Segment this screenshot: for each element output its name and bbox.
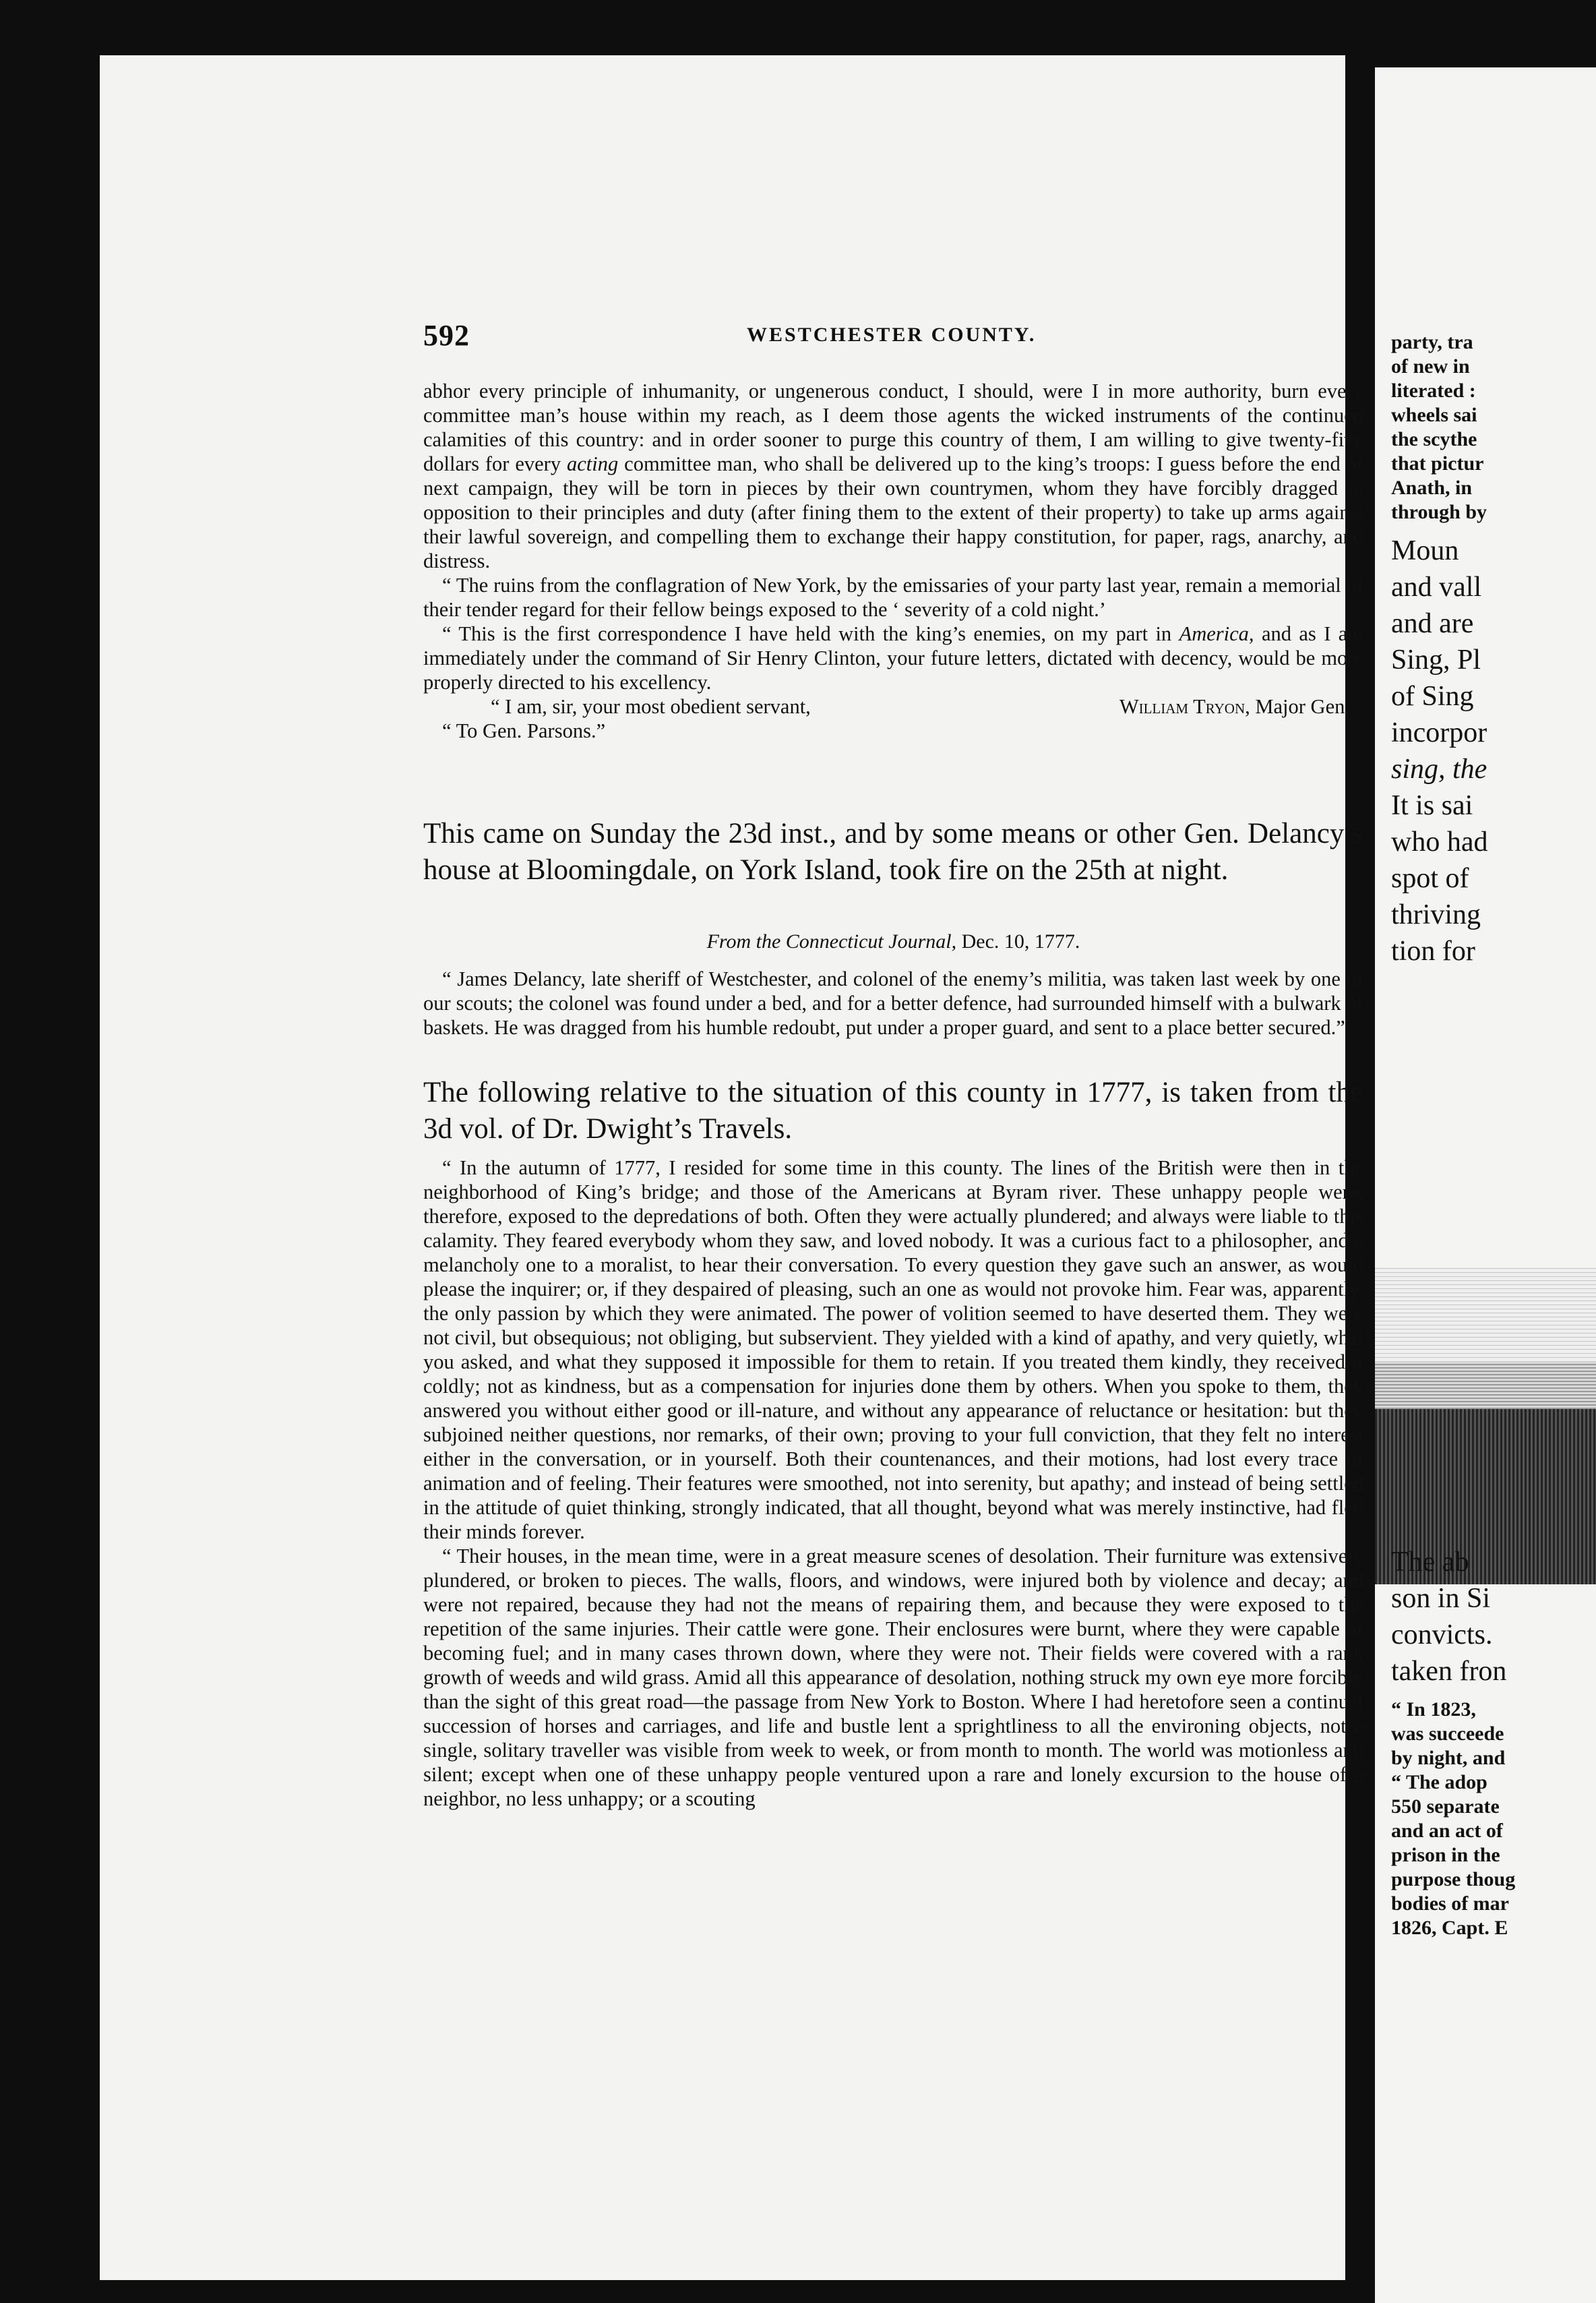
engraving-sky (1375, 1267, 1596, 1362)
journal-quote: “ James Delancy, late sheriff of Westchester, and colonel of the enemy’s militia, was taken last week by one of our scouts; the colonel was found under a bed, and for a better defence, had surrounded himself with a bulwark of baskets. He was dragged from his humble redoubt, put under a proper guard, and sent to a place better secured.” (423, 967, 1363, 1039)
letter-paragraph: “ This is the first correspondence I have held with the king’s enemies, on my part in America, and as I am immediately under the command of Sir Henry Clinton, your future letters, dictated with decency, would be more properly directed to his excellency. (423, 622, 1364, 694)
running-title: WESTCHESTER COUNTY. (747, 324, 1037, 346)
dwight-paragraph: “ In the autumn of 1777, I resided for some time in this county. The lines of the British were then in the neighborhood of King’s bridge; and those of the Americans at Byram river. These unhappy people were, therefore, exposed to the depredations of both. Often they were actually plundered; and always were liable to this calamity. They feared everybody whom they saw, and loved nobody. It was a curious fact to a philosopher, and a melancholy one to a moralist, to hear their conversation. To every question they gave such an answer, as would please the inquirer; or, if they despaired of pleasing, such an one as would not provoke him. Fear was, apparently, the only passion by which they were animated. The power of volition seemed to have deserted them. They were not civil, but obsequious; not obliging, but subservient. They yielded with a kind of apathy, and very quietly, what you asked, and what they supposed it impossible for them to retain. If you treated them kindly, they received it coldly; not as kindness, but as a compensation for injuries done them by others. When you spoke to them, they answered you without either good or ill-nature, and without any appearance of reluctance or hesitation: but they subjoined neither questions, nor remarks, of their own; proving to your full conviction, that they felt no interest either in the conversation, or in yourself. Both their countenances, and their motions, had lost every trace of animation and of feeling. Their features were smoothed, not into serenity, but apathy; and instead of being settled in the attitude of quiet thinking, strongly indicated, that all thought, beyond what was merely instinctive, had fled their minds forever. (423, 1156, 1363, 1543)
letter-paragraph: abhor every principle of inhumanity, or ungenerous conduct, I should, were I in more authority, burn every committee man’s house within my reach, as I deem those agents the wicked instruments of the continued calamities of this country: and in order sooner to purge this country of them, I am willing to give twenty-five dollars for every acting committee man, who shall be delivered up to the king’s troops: I guess before the end of next campaign, they will be torn in pieces by their own countrymen, whom they have forcibly dragged in opposition to their principles and duty (after fining them to the extent of their property) to take up arms against their lawful sovereign, and compelling them to exchange their happy constitution, for paper, rags, anarchy, and distress. (423, 380, 1364, 572)
source-caption: From the Connecticut Journal, Dec. 10, 1777. (706, 930, 1080, 953)
right-page-fragment: party, tra of new in literated : wheels sai the scythe that pictur Anath, in through by Moun and vall and are Sing, Pl of Sing incorpor sing, the It is sai who had spot of thriving tion for The ab son in Si convicts. taken fron “ In 1823, was succeede by night, and “ The adop 550 separate and an act of prison in the purpose thoug bodies of mar 1826, Capt. E (1375, 67, 1596, 2303)
page-number: 592 (423, 319, 470, 352)
narrative-paragraph-2: The following relative to the situation of this county in 1777, is taken from the 3d vol. of Dr. Dwight’s Travels. (423, 1077, 1363, 1145)
letter-paragraph: “ The ruins from the conflagration of New York, by the emissaries of your party last year, remain a memorial of their tender regard for their fellow beings exposed to the ‘ severity of a cold night.’ (423, 574, 1363, 621)
dwight-quote (423, 1156, 1363, 1811)
narrative-paragraph-1: This came on Sunday the 23d inst., and by some means or other Gen. Delancy’s house at Bloomingdale, on York Island, took fire on the 25th at night. (423, 818, 1363, 886)
dwight-paragraph: “ Their houses, in the mean time, were in a great measure scenes of desolation. Their furniture was extensively plundered, or broken to pieces. The walls, floors, and windows, were injured both by violence and decay; and were not repaired, because they had not the means of repairing them, and because they were exposed to the repetition of the same injuries. Their cattle were gone. Their enclosures were burnt, where they were capable of becoming fuel; and in many cases thrown down, where they were not. Their fields were covered with a rank growth of weeds and wild grass. Amid all this appearance of desolation, nothing struck my own eye more forcibly than the sight of this great road—the passage from New York to Boston. Where I had heretofore seen a continual succession of horses and carriages, and life and bustle lent a sprightliness to all the environing objects, not a single, solitary traveller was visible from week to week, or from month to month. The world was motionless and silent; except when one of these unhappy people ventured upon a rare and lonely excursion to the house of a neighbor, no less unhappy; or a scouting (423, 1545, 1363, 1810)
addressee: “ To Gen. Parsons.” (442, 719, 606, 742)
signature-line: “ I am, sir, your most obedient servant, William Tryon, Major Gen. (491, 695, 1350, 718)
engraving-illustration (1375, 1267, 1596, 1584)
left-page (100, 55, 1364, 2280)
signature-name: William Tryon, (1119, 695, 1250, 718)
letter-block (423, 379, 1363, 743)
running-head (423, 318, 1363, 352)
